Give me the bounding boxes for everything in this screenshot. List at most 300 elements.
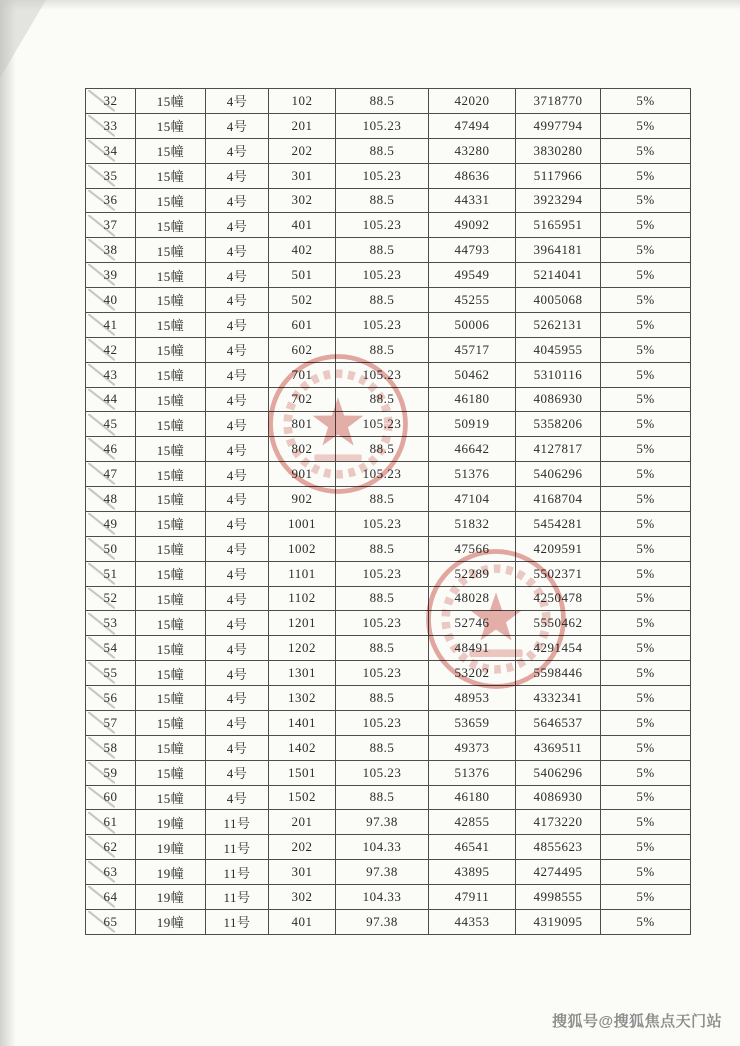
table-cell-rate: 5%	[601, 561, 691, 586]
table-cell-building: 15幢	[136, 113, 206, 138]
table-cell-total_price: 5454281	[516, 511, 601, 536]
table-cell-rate: 5%	[601, 885, 691, 910]
table-cell-building: 15幢	[136, 288, 206, 313]
table-cell-unit: 4号	[206, 686, 269, 711]
table-cell-unit_price: 42855	[429, 810, 516, 835]
table-cell-room: 1501	[269, 760, 336, 785]
table-cell-room: 401	[269, 213, 336, 238]
watermark-text: 搜狐号@搜狐焦点天门站	[552, 1013, 723, 1030]
table-row	[86, 188, 691, 213]
table-cell-area: 88.5	[336, 437, 429, 462]
table-cell-unit: 4号	[206, 710, 269, 735]
scan-edge-shadow-left	[0, 0, 16, 1046]
table-cell-building: 19幢	[136, 885, 206, 910]
table-cell-building: 15幢	[136, 636, 206, 661]
table-cell-room: 201	[269, 113, 336, 138]
table-cell-unit_price: 50006	[429, 312, 516, 337]
table-cell-building: 15幢	[136, 89, 206, 114]
table-cell-building: 19幢	[136, 909, 206, 934]
table-row	[86, 288, 691, 313]
table-row	[86, 511, 691, 536]
table-cell-no: 35	[86, 163, 136, 188]
table-cell-unit: 4号	[206, 735, 269, 760]
table-cell-total_price: 5117966	[516, 163, 601, 188]
table-cell-rate: 5%	[601, 760, 691, 785]
table-cell-no: 57	[86, 710, 136, 735]
table-cell-no: 49	[86, 511, 136, 536]
table-cell-room: 802	[269, 437, 336, 462]
table-cell-area: 105.23	[336, 213, 429, 238]
table-cell-area: 88.5	[336, 735, 429, 760]
table-cell-no: 40	[86, 288, 136, 313]
table-cell-area: 105.23	[336, 263, 429, 288]
table-cell-area: 105.23	[336, 362, 429, 387]
table-cell-building: 15幢	[136, 686, 206, 711]
table-cell-unit: 11号	[206, 810, 269, 835]
table-cell-unit_price: 44353	[429, 909, 516, 934]
table-cell-room: 1401	[269, 710, 336, 735]
table-cell-no: 50	[86, 536, 136, 561]
table-cell-unit_price: 46642	[429, 437, 516, 462]
table-cell-building: 15幢	[136, 387, 206, 412]
table-cell-room: 1102	[269, 586, 336, 611]
table-cell-unit: 4号	[206, 462, 269, 487]
table-cell-room: 902	[269, 487, 336, 512]
table-cell-area: 97.38	[336, 810, 429, 835]
table-cell-no: 34	[86, 138, 136, 163]
table-cell-unit: 11号	[206, 860, 269, 885]
table-row	[86, 909, 691, 934]
table-cell-total_price: 4997794	[516, 113, 601, 138]
table-cell-rate: 5%	[601, 337, 691, 362]
table-cell-area: 88.5	[336, 536, 429, 561]
table-cell-room: 1301	[269, 661, 336, 686]
table-cell-unit: 4号	[206, 636, 269, 661]
table-cell-room: 202	[269, 835, 336, 860]
table-cell-room: 501	[269, 263, 336, 288]
table-cell-building: 15幢	[136, 487, 206, 512]
table-cell-room: 702	[269, 387, 336, 412]
table-cell-area: 88.5	[336, 785, 429, 810]
table-cell-total_price: 3718770	[516, 89, 601, 114]
table-cell-area: 104.33	[336, 885, 429, 910]
table-cell-unit: 4号	[206, 337, 269, 362]
table-cell-rate: 5%	[601, 163, 691, 188]
table-cell-area: 88.5	[336, 636, 429, 661]
table-row	[86, 835, 691, 860]
table-cell-rate: 5%	[601, 89, 691, 114]
table-row	[86, 487, 691, 512]
table-cell-no: 58	[86, 735, 136, 760]
table-cell-area: 105.23	[336, 710, 429, 735]
scan-page-corner	[0, 0, 46, 78]
table-cell-rate: 5%	[601, 288, 691, 313]
table-cell-rate: 5%	[601, 213, 691, 238]
table-cell-unit: 4号	[206, 188, 269, 213]
price-table	[85, 88, 691, 935]
table-cell-area: 88.5	[336, 138, 429, 163]
table-cell-total_price: 4127817	[516, 437, 601, 462]
table-cell-rate: 5%	[601, 511, 691, 536]
table-cell-unit: 4号	[206, 362, 269, 387]
table-cell-unit_price: 52289	[429, 561, 516, 586]
table-cell-rate: 5%	[601, 437, 691, 462]
table-cell-area: 88.5	[336, 288, 429, 313]
table-cell-total_price: 4173220	[516, 810, 601, 835]
table-row	[86, 462, 691, 487]
table-row	[86, 611, 691, 636]
table-cell-unit: 4号	[206, 437, 269, 462]
table-cell-unit_price: 42020	[429, 89, 516, 114]
table-cell-building: 15幢	[136, 138, 206, 163]
table-row	[86, 387, 691, 412]
table-cell-rate: 5%	[601, 636, 691, 661]
table-cell-rate: 5%	[601, 785, 691, 810]
table-cell-unit: 4号	[206, 263, 269, 288]
table-row	[86, 636, 691, 661]
table-cell-building: 15幢	[136, 586, 206, 611]
table-cell-building: 15幢	[136, 362, 206, 387]
table-row	[86, 561, 691, 586]
table-cell-unit_price: 51376	[429, 760, 516, 785]
table-cell-rate: 5%	[601, 661, 691, 686]
table-cell-unit: 4号	[206, 611, 269, 636]
table-cell-no: 59	[86, 760, 136, 785]
table-cell-unit_price: 46180	[429, 387, 516, 412]
table-row	[86, 138, 691, 163]
table-cell-unit_price: 51376	[429, 462, 516, 487]
table-cell-total_price: 4086930	[516, 785, 601, 810]
table-cell-unit: 4号	[206, 238, 269, 263]
table-cell-building: 15幢	[136, 710, 206, 735]
table-cell-unit: 4号	[206, 785, 269, 810]
table-cell-total_price: 5262131	[516, 312, 601, 337]
table-cell-rate: 5%	[601, 238, 691, 263]
table-cell-room: 1402	[269, 735, 336, 760]
table-cell-no: 45	[86, 412, 136, 437]
table-cell-building: 15幢	[136, 760, 206, 785]
table-cell-rate: 5%	[601, 735, 691, 760]
table-cell-total_price: 5214041	[516, 263, 601, 288]
table-cell-unit_price: 47494	[429, 113, 516, 138]
table-row	[86, 337, 691, 362]
table-cell-unit_price: 52746	[429, 611, 516, 636]
table-cell-unit: 4号	[206, 138, 269, 163]
table-cell-unit_price: 48491	[429, 636, 516, 661]
table-cell-no: 43	[86, 362, 136, 387]
table-cell-area: 88.5	[336, 686, 429, 711]
table-cell-total_price: 5358206	[516, 412, 601, 437]
table-row	[86, 760, 691, 785]
table-cell-total_price: 4168704	[516, 487, 601, 512]
table-cell-unit: 4号	[206, 586, 269, 611]
table-cell-unit: 4号	[206, 511, 269, 536]
table-cell-no: 48	[86, 487, 136, 512]
table-cell-room: 402	[269, 238, 336, 263]
table-row	[86, 362, 691, 387]
table-cell-rate: 5%	[601, 387, 691, 412]
table-cell-building: 15幢	[136, 511, 206, 536]
table-cell-rate: 5%	[601, 810, 691, 835]
table-cell-unit: 4号	[206, 487, 269, 512]
table-cell-room: 301	[269, 860, 336, 885]
table-cell-unit_price: 49092	[429, 213, 516, 238]
table-cell-room: 701	[269, 362, 336, 387]
table-cell-unit_price: 43280	[429, 138, 516, 163]
table-cell-rate: 5%	[601, 312, 691, 337]
table-cell-total_price: 4998555	[516, 885, 601, 910]
table-row	[86, 312, 691, 337]
table-row	[86, 263, 691, 288]
table-row	[86, 437, 691, 462]
table-cell-building: 15幢	[136, 437, 206, 462]
table-cell-unit_price: 47566	[429, 536, 516, 561]
table-cell-unit_price: 50919	[429, 412, 516, 437]
table-cell-room: 601	[269, 312, 336, 337]
table-cell-area: 105.23	[336, 163, 429, 188]
table-cell-building: 19幢	[136, 860, 206, 885]
table-row	[86, 163, 691, 188]
table-cell-total_price: 5598446	[516, 661, 601, 686]
table-cell-room: 401	[269, 909, 336, 934]
table-cell-total_price: 4274495	[516, 860, 601, 885]
table-cell-total_price: 4209591	[516, 536, 601, 561]
table-cell-total_price: 4005068	[516, 288, 601, 313]
table-cell-unit_price: 50462	[429, 362, 516, 387]
table-cell-unit_price: 49373	[429, 735, 516, 760]
table-cell-area: 105.23	[336, 312, 429, 337]
table-row	[86, 885, 691, 910]
table-cell-area: 105.23	[336, 661, 429, 686]
table-cell-unit: 4号	[206, 536, 269, 561]
table-cell-unit_price: 51832	[429, 511, 516, 536]
table-cell-total_price: 4369511	[516, 735, 601, 760]
table-cell-room: 302	[269, 885, 336, 910]
table-cell-rate: 5%	[601, 909, 691, 934]
table-cell-no: 65	[86, 909, 136, 934]
table-cell-total_price: 4086930	[516, 387, 601, 412]
table-cell-no: 44	[86, 387, 136, 412]
table-cell-room: 1502	[269, 785, 336, 810]
table-cell-rate: 5%	[601, 860, 691, 885]
table-cell-no: 37	[86, 213, 136, 238]
table-cell-no: 52	[86, 586, 136, 611]
table-cell-total_price: 3964181	[516, 238, 601, 263]
table-cell-unit: 4号	[206, 760, 269, 785]
table-cell-room: 801	[269, 412, 336, 437]
table-cell-room: 901	[269, 462, 336, 487]
table-cell-rate: 5%	[601, 487, 691, 512]
table-cell-area: 88.5	[336, 89, 429, 114]
table-cell-unit_price: 48028	[429, 586, 516, 611]
table-cell-area: 88.5	[336, 387, 429, 412]
table-cell-no: 61	[86, 810, 136, 835]
table-cell-room: 1101	[269, 561, 336, 586]
table-cell-unit: 4号	[206, 113, 269, 138]
table-row	[86, 213, 691, 238]
table-cell-rate: 5%	[601, 586, 691, 611]
table-cell-no: 60	[86, 785, 136, 810]
table-cell-room: 301	[269, 163, 336, 188]
table-cell-building: 15幢	[136, 163, 206, 188]
table-cell-area: 105.23	[336, 611, 429, 636]
table-row	[86, 785, 691, 810]
table-cell-unit_price: 46541	[429, 835, 516, 860]
table-row	[86, 735, 691, 760]
table-cell-no: 46	[86, 437, 136, 462]
table-cell-area: 88.5	[336, 487, 429, 512]
table-cell-rate: 5%	[601, 536, 691, 561]
table-cell-room: 202	[269, 138, 336, 163]
table-cell-building: 15幢	[136, 337, 206, 362]
table-cell-total_price: 3830280	[516, 138, 601, 163]
table-cell-total_price: 5646537	[516, 710, 601, 735]
table-cell-rate: 5%	[601, 835, 691, 860]
table-cell-room: 1001	[269, 511, 336, 536]
table-cell-no: 39	[86, 263, 136, 288]
table-cell-no: 42	[86, 337, 136, 362]
table-cell-total_price: 5550462	[516, 611, 601, 636]
table-cell-unit_price: 47104	[429, 487, 516, 512]
table-cell-building: 15幢	[136, 412, 206, 437]
table-cell-unit: 4号	[206, 387, 269, 412]
table-cell-unit: 4号	[206, 661, 269, 686]
table-cell-no: 51	[86, 561, 136, 586]
table-cell-building: 15幢	[136, 661, 206, 686]
table-row	[86, 536, 691, 561]
table-row	[86, 586, 691, 611]
table-cell-rate: 5%	[601, 611, 691, 636]
table-cell-unit_price: 44793	[429, 238, 516, 263]
table-cell-unit_price: 47911	[429, 885, 516, 910]
table-cell-area: 105.23	[336, 113, 429, 138]
table-cell-unit: 4号	[206, 288, 269, 313]
table-cell-no: 64	[86, 885, 136, 910]
table-cell-building: 15幢	[136, 188, 206, 213]
table-cell-unit_price: 44331	[429, 188, 516, 213]
table-cell-area: 88.5	[336, 188, 429, 213]
table-cell-building: 15幢	[136, 263, 206, 288]
table-cell-area: 105.23	[336, 511, 429, 536]
table-cell-building: 15幢	[136, 536, 206, 561]
table-cell-unit: 4号	[206, 163, 269, 188]
table-cell-building: 15幢	[136, 735, 206, 760]
table-row	[86, 860, 691, 885]
table-cell-no: 55	[86, 661, 136, 686]
table-cell-area: 105.23	[336, 561, 429, 586]
table-row	[86, 661, 691, 686]
table-cell-rate: 5%	[601, 686, 691, 711]
table-cell-no: 54	[86, 636, 136, 661]
table-cell-total_price: 4250478	[516, 586, 601, 611]
table-cell-area: 97.38	[336, 909, 429, 934]
table-cell-building: 15幢	[136, 462, 206, 487]
table-cell-no: 56	[86, 686, 136, 711]
table-cell-total_price: 5406296	[516, 462, 601, 487]
table-row	[86, 113, 691, 138]
table-cell-total_price: 4332341	[516, 686, 601, 711]
table-cell-total_price: 5502371	[516, 561, 601, 586]
table-cell-no: 53	[86, 611, 136, 636]
table-cell-unit: 4号	[206, 312, 269, 337]
table-cell-area: 105.23	[336, 462, 429, 487]
table-cell-building: 15幢	[136, 238, 206, 263]
table-cell-unit_price: 53202	[429, 661, 516, 686]
table-cell-room: 201	[269, 810, 336, 835]
table-cell-building: 15幢	[136, 213, 206, 238]
table-cell-unit_price: 46180	[429, 785, 516, 810]
table-cell-total_price: 3923294	[516, 188, 601, 213]
table-cell-total_price: 4045955	[516, 337, 601, 362]
table-cell-total_price: 4291454	[516, 636, 601, 661]
table-cell-total_price: 5406296	[516, 760, 601, 785]
table-cell-area: 88.5	[336, 238, 429, 263]
table-cell-rate: 5%	[601, 138, 691, 163]
table-cell-building: 15幢	[136, 312, 206, 337]
table-cell-total_price: 4319095	[516, 909, 601, 934]
table-row	[86, 710, 691, 735]
table-cell-unit: 11号	[206, 835, 269, 860]
table-cell-no: 47	[86, 462, 136, 487]
table-cell-rate: 5%	[601, 188, 691, 213]
table-cell-unit_price: 48636	[429, 163, 516, 188]
table-cell-room: 1202	[269, 636, 336, 661]
table-cell-unit: 11号	[206, 909, 269, 934]
table-cell-room: 1002	[269, 536, 336, 561]
table-cell-unit: 4号	[206, 412, 269, 437]
table-cell-area: 97.38	[336, 860, 429, 885]
table-cell-unit: 4号	[206, 561, 269, 586]
table-cell-rate: 5%	[601, 113, 691, 138]
table-cell-unit_price: 53659	[429, 710, 516, 735]
table-row	[86, 810, 691, 835]
table-cell-area: 104.33	[336, 835, 429, 860]
table-cell-rate: 5%	[601, 462, 691, 487]
table-cell-room: 1302	[269, 686, 336, 711]
table-cell-total_price: 4855623	[516, 835, 601, 860]
table-cell-unit: 11号	[206, 885, 269, 910]
table-cell-room: 1201	[269, 611, 336, 636]
table-cell-area: 88.5	[336, 337, 429, 362]
table-cell-no: 62	[86, 835, 136, 860]
table-cell-unit_price: 45717	[429, 337, 516, 362]
table-cell-room: 602	[269, 337, 336, 362]
table-cell-unit: 4号	[206, 213, 269, 238]
table-cell-rate: 5%	[601, 412, 691, 437]
table-cell-total_price: 5165951	[516, 213, 601, 238]
table-row	[86, 238, 691, 263]
table-cell-area: 105.23	[336, 760, 429, 785]
table-cell-rate: 5%	[601, 710, 691, 735]
table-row	[86, 412, 691, 437]
table-cell-no: 36	[86, 188, 136, 213]
table-cell-rate: 5%	[601, 362, 691, 387]
table-cell-unit_price: 45255	[429, 288, 516, 313]
table-cell-building: 15幢	[136, 561, 206, 586]
table-cell-no: 38	[86, 238, 136, 263]
table-row	[86, 89, 691, 114]
table-cell-unit_price: 48953	[429, 686, 516, 711]
scan-edge-shadow-top	[0, 0, 740, 10]
table-cell-building: 15幢	[136, 611, 206, 636]
table-cell-no: 32	[86, 89, 136, 114]
table-cell-no: 63	[86, 860, 136, 885]
table-cell-unit: 4号	[206, 89, 269, 114]
table-row	[86, 686, 691, 711]
table-cell-no: 33	[86, 113, 136, 138]
table-cell-total_price: 5310116	[516, 362, 601, 387]
table-cell-building: 15幢	[136, 785, 206, 810]
